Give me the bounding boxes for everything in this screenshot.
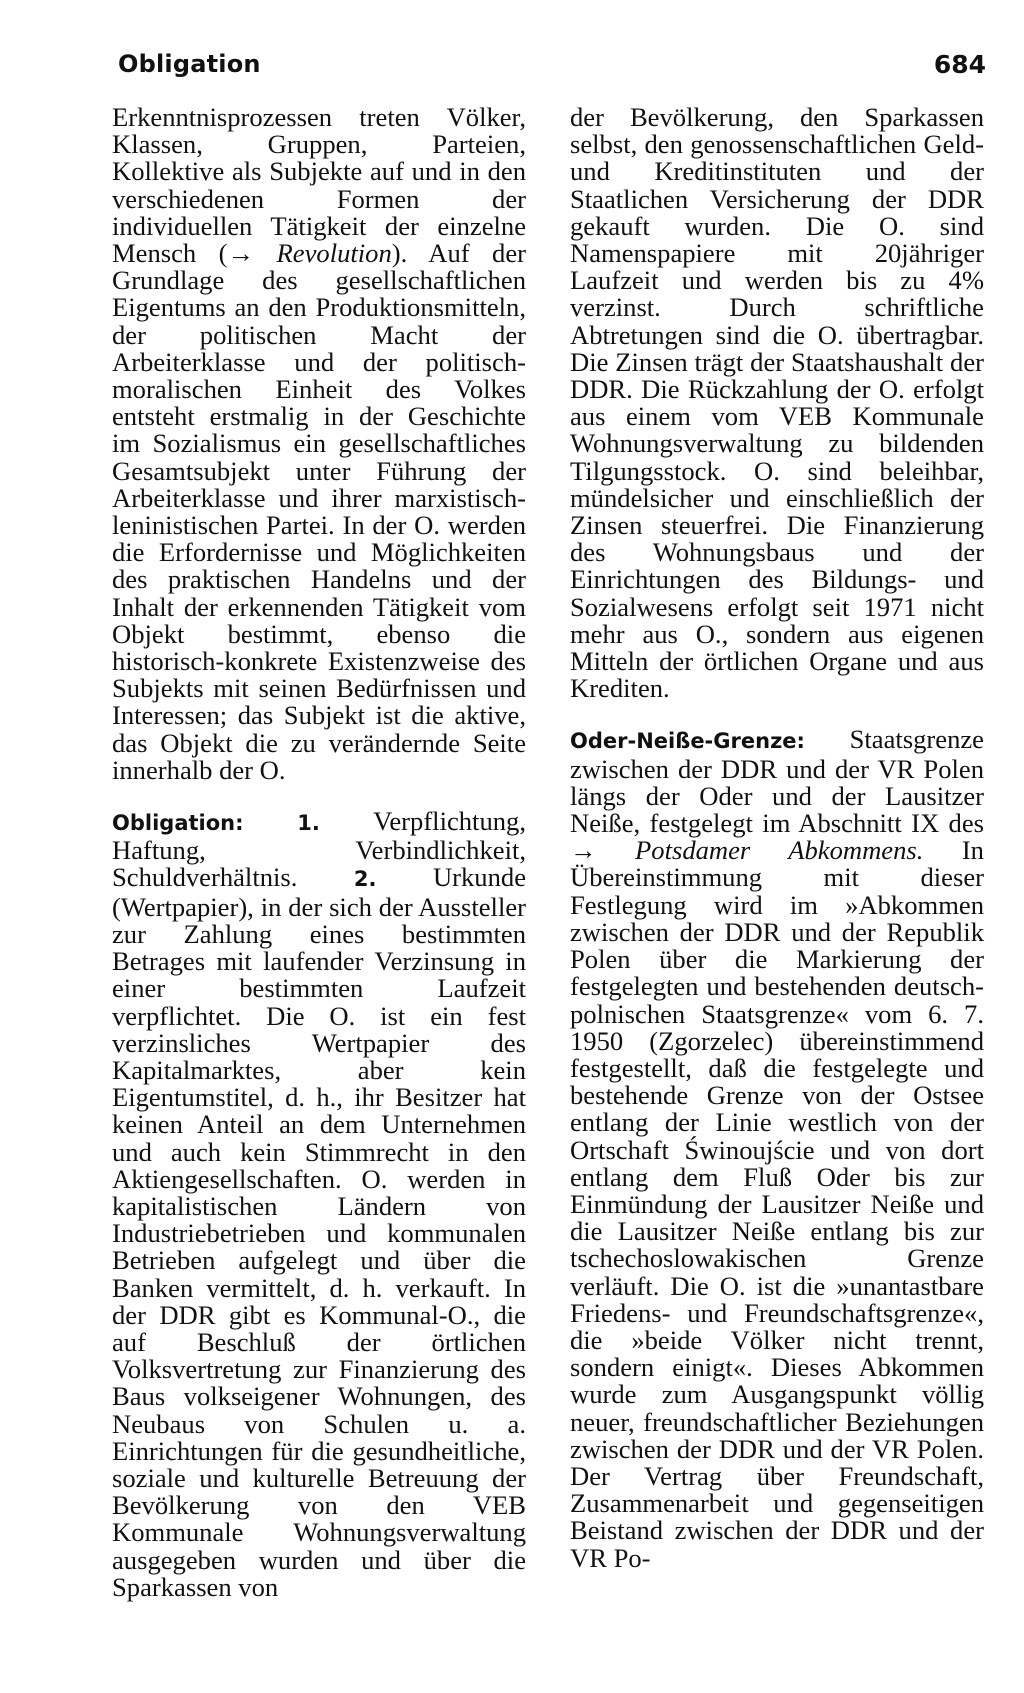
revolution-continuation-paragraph: [112, 104, 526, 784]
cross-reference-arrow: →: [227, 238, 277, 269]
cross-reference-arrow: →: [570, 835, 636, 866]
oder-neisse-text-b: In Übereinstimmung mit dieser Festlegung wird im »Abkommen zwischen der DDR und der Republik Polen über die Markierung der festgelegten und bestehenden deutsch-polnischen Staatsgrenze« vom 6. 7. 1950 (Zgorzelec) übereinstimmend festgestellt, daß die festgelegte und bestehende Grenze von der Ostsee entlang der Linie westlich von der Ortschaft Świnoujście und von dort entlang dem Fluß Oder bis zur Einmündung der Lausitzer Neiße und die Lausitzer Neiße entlang bis zur tschechoslowakischen Grenze verläuft. Die O. ist die »unantastbare Friedens- und Freundschaftsgrenze«, die »beide Völker nicht trennt, sondern einigt«. Dieses Abkommen wurde zum Ausgangspunkt völlig neuer, freundschaftlicher Beziehungen zwischen der DDR und der VR Polen. Der Vertrag über Freundschaft, Zusammenarbeit und gegenseitigen Beistand zwischen der DDR und der VR Po-: [570, 835, 984, 1573]
oder-neisse-text-a: Staatsgrenze zwischen der DDR und der VR Polen längs der Oder und der Lausitzer Neiße, festgelegt im Abschnitt IX des: [570, 724, 984, 839]
continuation-text-b: ). Auf der Grundlage des gesellschaftlichen Eigentums an den Produktionsmitteln, der politischen Macht der Arbeiterklasse und der politisch-moralischen Einheit des Volkes entsteht erstmalig in der Geschichte im Sozialismus ein gesellschaftliches Gesamtsubjekt unter Führung der Arbeiterklasse und ihrer marxistisch-leninistischen Partei. In der O. werden die Erfordernisse und Möglichkeiten des praktischen Handelns und der Inhalt der erkennenden Tätigkeit vom Objekt bestimmt, ebenso die historisch-konkrete Existenzweise des Subjekts mit seinen Bedürfnissen und Interessen; das Subjekt ist die aktive, das Objekt die zu verändernde Seite innerhalb der O.: [112, 238, 526, 785]
cross-reference-potsdamer-abkommen: Potsdamer Abkommens.: [635, 835, 924, 866]
obligation-headword: Obligation:: [112, 811, 244, 836]
oder-neisse-headword: Oder-Neiße-Grenze:: [570, 729, 805, 754]
running-head: Obligation: [118, 50, 261, 78]
cross-reference-revolution: Revolution: [276, 238, 392, 269]
left-column: [112, 104, 526, 1601]
oder-neisse-entry: [570, 726, 984, 1571]
sense-number-2: 2.: [353, 867, 377, 892]
right-column: [570, 104, 984, 1572]
obligation-entry: [112, 808, 526, 1601]
page-number: 684: [933, 50, 986, 79]
sense-1-text: Verpflichtung, Haftung, Verbindlichkeit, Schuldverhältnis.: [112, 806, 526, 893]
sense-number-1: 1.: [297, 811, 320, 836]
obligation-continuation-paragraph: der Bevölkerung, den Sparkassen selbst, den genossenschaftlichen Geld- und Kreditinstituten und der Staatlichen Versicherung der DDR gekauft wurden. Die O. sind Namenspapiere mit 20jähriger Laufzeit und werden bis zu 4% verzinst. Durch schriftliche Abtretungen sind die O. übertragbar. Die Zinsen trägt der Staatshaushalt der DDR. Die Rückzahlung der O. erfolgt aus einem vom VEB Kommunale Wohnungsverwaltung zu bildenden Tilgungsstock. O. sind beleihbar, mündelsicher und einschließlich der Zinsen steuerfrei. Die Finanzierung des Wohnungsbaus und der Einrichtungen des Bildungs- und Sozialwesens erfolgt seit 1971 nicht mehr aus O., sondern aus eigenen Mitteln der örtlichen Organe und aus Krediten.: [570, 102, 984, 704]
sense-2-text: Urkunde (Wertpapier), in der sich der Aussteller zur Zahlung eines bestimmten Betrages mit laufender Verzinsung in einer bestimmten Laufzeit verpflichtet. Die O. ist ein fest verzinsliches Wertpapier des Kapitalmarktes, aber kein Eigentumstitel, d. h., ihr Besitzer hat keinen Anteil an dem Unternehmen und auch kein Stimmrecht in den Aktiengesellschaften. O. werden in kapitalistischen Ländern von Industriebetrieben und kommunalen Betrieben aufgelegt und über die Banken vermittelt, d. h. verkauft. In der DDR gibt es Kommunal-O., die auf Beschluß der örtlichen Volksvertretung zur Finanzierung des Baus volkseigener Wohnungen, des Neubaus von Schulen u. a. Einrichtungen für die gesundheitliche, soziale und kulturelle Betreuung der Bevölkerung von den VEB Kommunale Wohnungsverwaltung ausgegeben wurden und über die Sparkassen von: [112, 862, 526, 1602]
page-header: [118, 50, 986, 90]
continuation-text-a: Erkenntnisprozessen treten Völker, Klassen, Gruppen, Parteien, Kollektive als Subjekte auf und in den verschiedenen Formen der individuellen Tätigkeit der einzelne Mensch (: [112, 102, 526, 269]
